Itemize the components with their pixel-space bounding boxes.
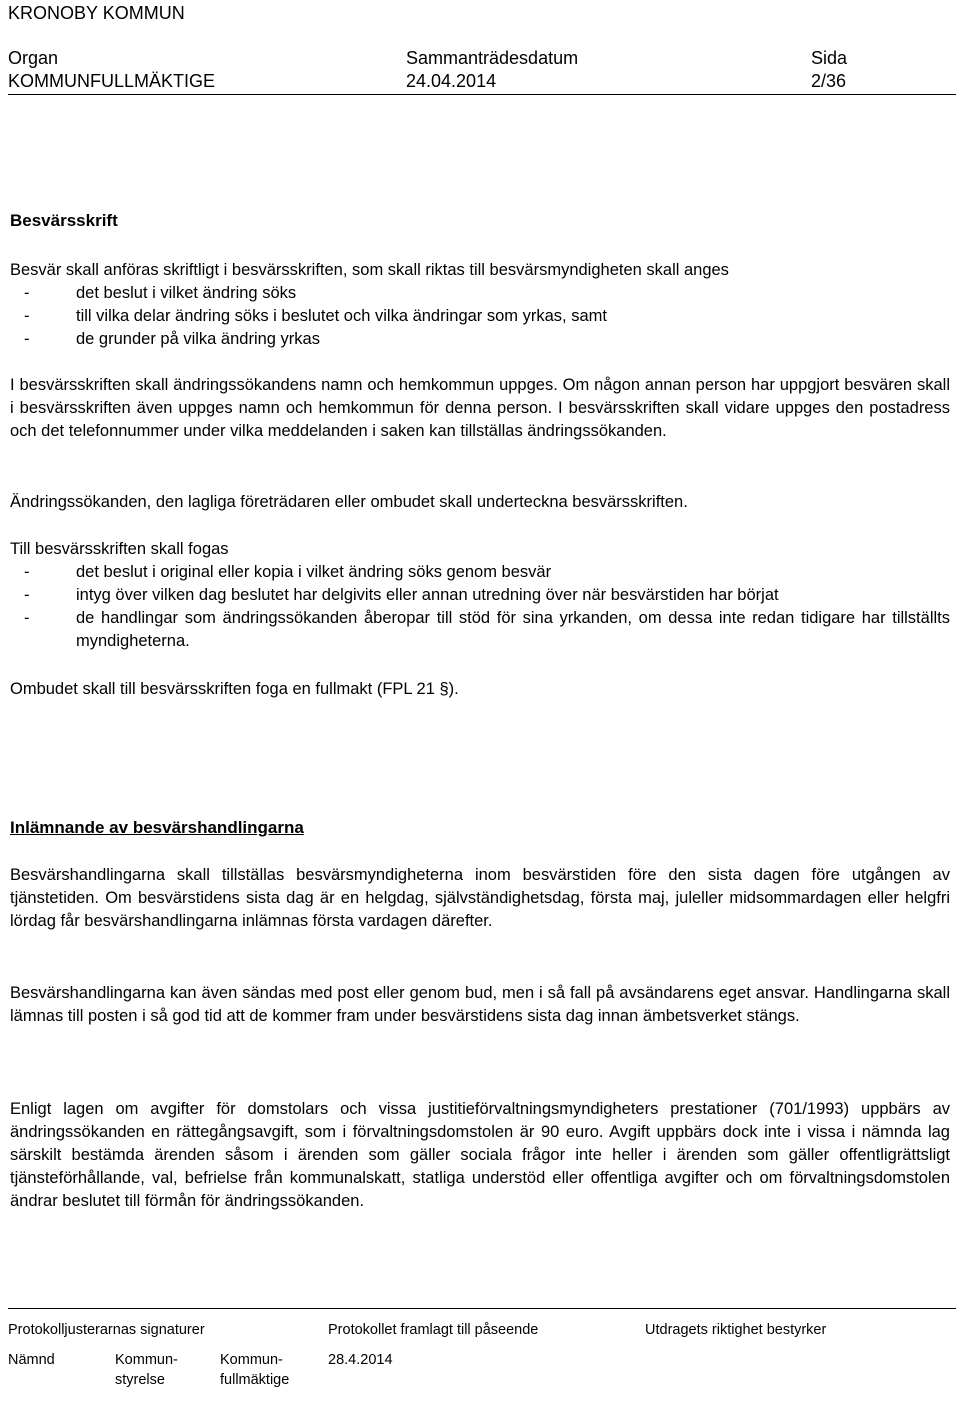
list-item: - det beslut i original eller kopia i vilket ändring söks genom besvär — [24, 563, 552, 581]
organ-label: Organ — [8, 48, 59, 68]
paragraph: Besvärshandlingarna skall tillställas besvärsmyndigheterna inom besvärstiden före den sista dagen före utgången av tjänstetiden. Om besvärstidens sista dag är en helgdag, självständighetsdag, första maj, juleller midsommardagen eller helgfri lördag får besvärshandlingarna inlämnas första vardagen därefter. — [10, 866, 950, 930]
paragraph: Ombudet skall till besvärsskriften foga en fullmakt (FPL 21 §). — [10, 680, 459, 698]
footer-kommunfullmaktige-line2: fullmäktige — [220, 1372, 290, 1388]
list-item-text: intyg över vilken dag beslutet har delgivits eller annan utredning över när besvärstiden har börjat — [76, 586, 779, 604]
organ-value: KOMMUNFULLMÄKTIGE — [8, 71, 216, 91]
paragraph: Enligt lagen om avgifter för domstolars och vissa justitieförvaltningsmyndigheters prestationer (701/1993) uppbärs av ändringssökanden en rättegångsavgift, som i förvaltningsdomstolen är 90 euro. Avgift uppbärs dock inte i vissa i nämnda lag särskilt bestämda ärenden såsom i ärenden som gäller sociala frågor inte heller i ärenden som gäller offentligrättsligt tjänsteförhållande, val, befrielse från kommunalskatt, statliga understöd eller offentliga avgifter och om förvaltningsdomstolen ändrar beslutet till förmån för ändringssökanden. — [10, 1100, 950, 1210]
posted-date: 28.4.2014 — [328, 1352, 393, 1368]
list-item: - till vilka delar ändring söks i beslutet och vilka ändringar som yrkas, samt — [24, 307, 607, 325]
attachments-intro: Till besvärsskriften skall fogas — [10, 540, 229, 558]
section-title-besvarsskrift: Besvärsskrift — [10, 211, 118, 230]
list-item-text: till vilka delar ändring söks i beslutet och vilka ändringar som yrkas, samt — [76, 307, 607, 325]
list-item-text: de handlingar som ändringssökanden åberopar till stöd för sina yrkanden, om dessa inte redan tidigare har tillställts myndigheterna. — [76, 609, 950, 650]
footer-divider — [8, 1308, 956, 1309]
list-item-text: det beslut i original eller kopia i vilket ändring söks genom besvär — [76, 563, 552, 581]
footer-kommunstyrelse-line2: styrelse — [115, 1372, 165, 1388]
footer-kommunfullmaktige — [220, 1350, 289, 1390]
footer-nämnd: Nämnd — [8, 1352, 55, 1368]
footer-kommunfullmaktige-line1: Kommun- — [220, 1352, 283, 1368]
paragraph: I besvärsskriften skall ändringssökandens namn och hemkommun uppges. Om någon annan person har uppgjort besvären skall i besvärsskriften även uppges namn och hemkommun för denna person. I besvärsskriften skall vidare uppges den postadress och det telefonnummer under vilka meddelanden i saken kan tillställas ändringssökanden. — [10, 376, 950, 440]
footer-kommunstyrelse — [115, 1350, 178, 1390]
signatures-label: Protokolljusterarnas signaturer — [8, 1322, 205, 1338]
footer-kommunstyrelse-line1: Kommun- — [115, 1352, 178, 1368]
besvarsskrift-intro-block — [10, 259, 950, 351]
section-title-inlamnande: Inlämnande av besvärshandlingarna — [10, 818, 304, 837]
list-item-text: de grunder på vilka ändring yrkas — [76, 330, 320, 348]
list-item: - de grunder på vilka ändring yrkas — [24, 330, 320, 348]
posted-label: Protokollet framlagt till påseende — [328, 1322, 539, 1338]
page-number: 2/36 — [811, 71, 847, 91]
header-divider — [8, 94, 956, 95]
meeting-date-label: Sammanträdesdatum — [406, 48, 579, 68]
list-item: - det beslut i vilket ändring söks — [24, 284, 297, 302]
paragraph: Ändringssökanden, den lagliga företrädaren eller ombudet skall underteckna besvärsskriften. — [10, 493, 688, 511]
attachments-block — [10, 538, 950, 653]
paragraph: Besvärshandlingarna kan även sändas med post eller genom bud, men i så fall på avsändarens eget ansvar. Handlingarna skall lämnas till posten i så god tid att de kommer fram under besvärstidens sista dag innan ämbetsverket stängs. — [10, 984, 950, 1025]
besvarsskrift-intro: Besvär skall anföras skriftligt i besvärsskriften, som skall riktas till besvärsmyndigheten skall anges — [10, 261, 729, 279]
certified-label: Utdragets riktighet bestyrker — [645, 1322, 827, 1338]
list-item-text: det beslut i vilket ändring söks — [76, 284, 297, 302]
list-item: - de handlingar som ändringssökanden åberopar till stöd för sina yrkanden, om dessa inte redan tidigare har tillställts myndigheterna. — [24, 609, 950, 650]
page-label: Sida — [811, 48, 848, 68]
list-item: - intyg över vilken dag beslutet har delgivits eller annan utredning över när besvärstiden har börjat — [24, 586, 779, 604]
municipality-name: KRONOBY KOMMUN — [8, 3, 185, 23]
meeting-date-value: 24.04.2014 — [406, 71, 497, 91]
